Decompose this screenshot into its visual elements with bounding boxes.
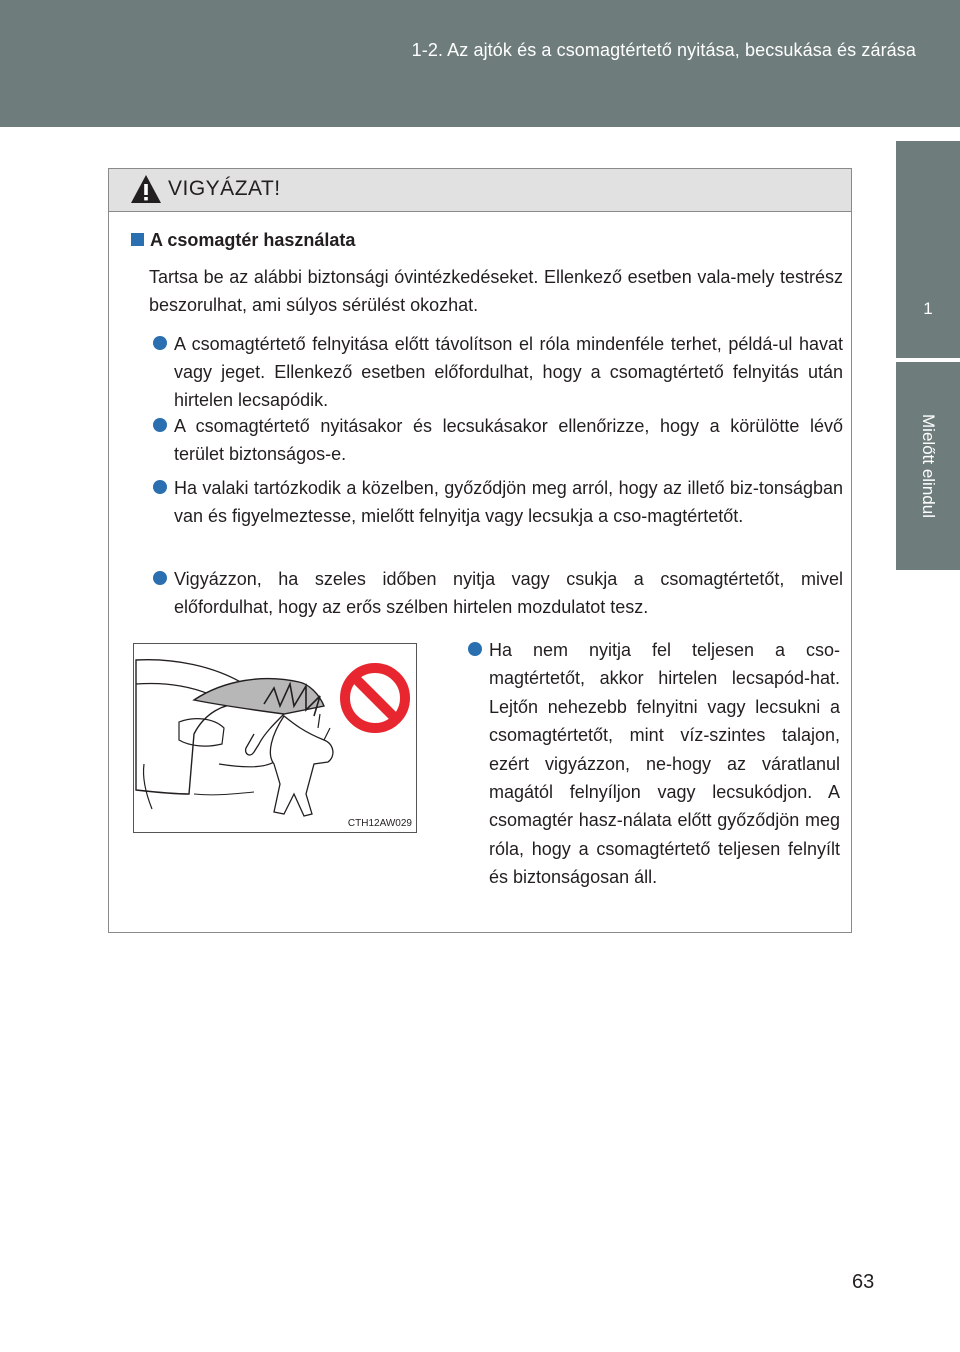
bullet-item <box>149 565 843 621</box>
warning-triangle-icon <box>130 173 162 205</box>
bullet-item <box>149 412 843 468</box>
round-bullet-icon <box>153 480 167 494</box>
warning-header <box>109 169 851 212</box>
section-title: 1-2. Az ajtók és a csomagtértető nyitása, becsukása és zárása <box>411 40 916 60</box>
chapter-number: 1 <box>923 299 933 318</box>
figure-code: CTH12AW029 <box>347 818 412 829</box>
warning-title: VIGYÁZAT! <box>168 177 281 200</box>
round-bullet-icon <box>153 571 167 585</box>
intro-paragraph: Tartsa be az alábbi biztonsági óvintézkedéseket. Ellenkező esetben vala-mely testrész beszorulhat, ami súlyos sérülést okozhat. <box>149 267 843 315</box>
page-number: 63 <box>852 1271 875 1293</box>
chapter-title: Mielőtt elindul <box>919 414 938 518</box>
bullet-item <box>149 330 843 414</box>
bullet-text: A csomagtértető nyitásakor és lecsukásakor ellenőrizze, hogy a körülötte lévő terület biztonságos-e. <box>174 416 843 464</box>
bullet-text: Vigyázzon, ha szeles időben nyitja vagy csukja a csomagtértetőt, mivel előfordulhat, hogy az erős szélben hirtelen mozdulatot tesz. <box>174 569 843 617</box>
bullet-item <box>149 474 843 530</box>
bullet-text: Ha nem nyitja fel teljesen a cso-magtértetőt, akkor hirtelen lecsapód-hat. Lejtőn nehezebb felnyitni vagy lecsukni a csomagtértetőt, mint víz-szintes talajon, ezért vigyázzon, ne-hogy az váratlanul magától felnyíljon vagy lecsukódjon. A csomagtér hasz-nálata előtt győződjön meg róla, hogy a csomagtértető teljesen felnyílt és biztonságosan áll. <box>489 640 840 888</box>
bullet-item <box>464 636 840 892</box>
warning-box <box>108 168 852 933</box>
square-bullet-icon <box>131 233 144 246</box>
section-heading <box>131 230 355 251</box>
section-heading-text: A csomagtér használata <box>150 230 356 250</box>
chapter-title-tab <box>896 362 960 570</box>
header-band <box>0 0 960 127</box>
trunk-illustration <box>133 643 417 833</box>
bullet-text: Ha valaki tartózkodik a közelben, győződjön meg arról, hogy az illető biz-tonságban van és figyelmeztesse, mielőtt felnyitja vagy lecsukja a cso-magtértetőt. <box>174 478 843 526</box>
bullet-text: A csomagtértető felnyitása előtt távolítson el róla mindenféle terhet, példá-ul havat vagy jeget. Ellenkező esetben előfordulhat, hogy a csomagtértető felnyitás után hirtelen lecsapódik. <box>174 334 843 410</box>
round-bullet-icon <box>153 336 167 350</box>
round-bullet-icon <box>468 642 482 656</box>
chapter-tab <box>896 141 960 358</box>
round-bullet-icon <box>153 418 167 432</box>
trunk-lid-drawing <box>134 644 416 832</box>
